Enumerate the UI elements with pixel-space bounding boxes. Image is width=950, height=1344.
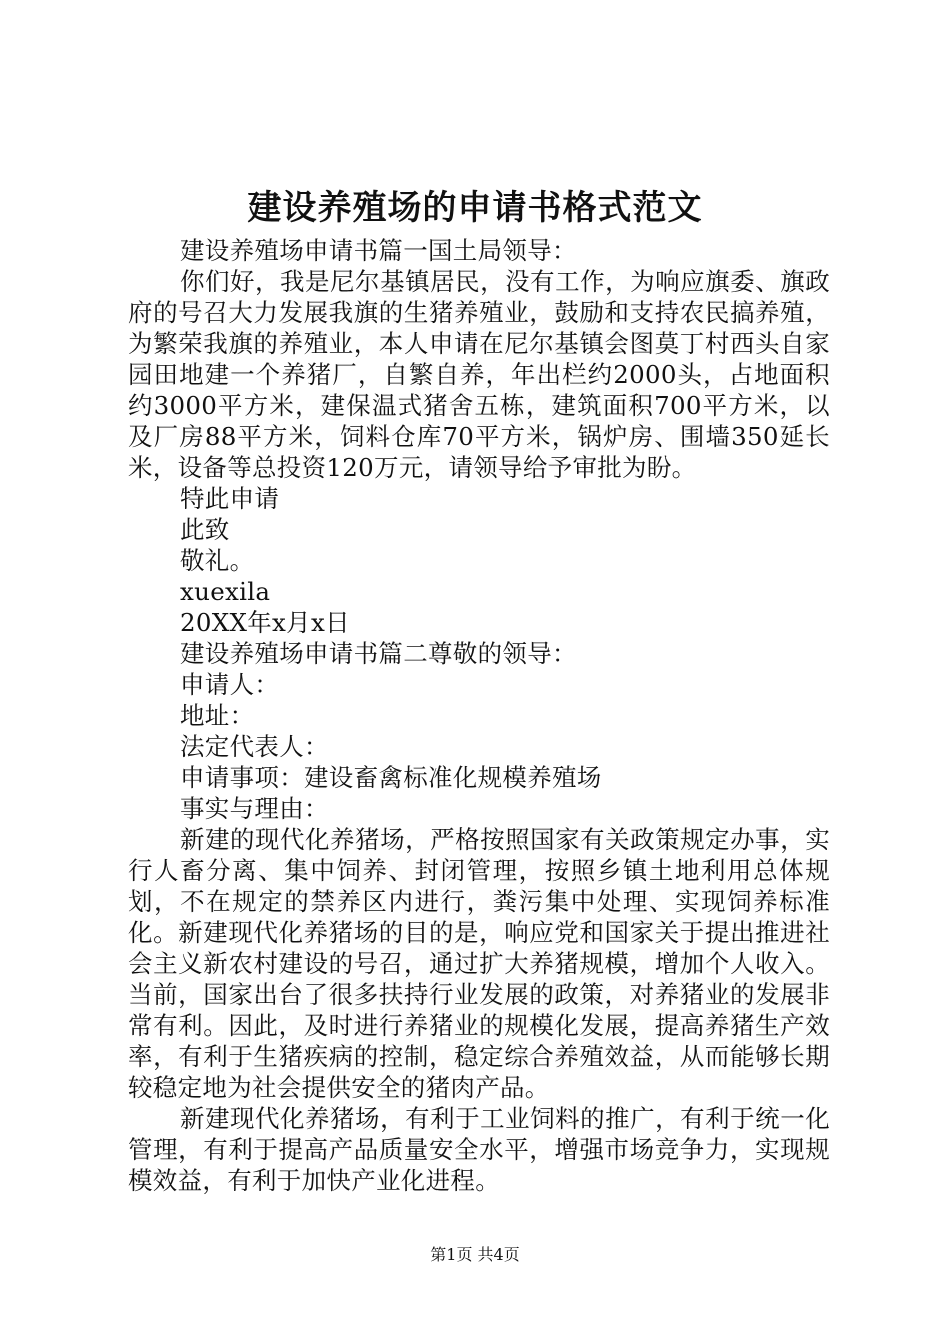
paragraph-address: 地址： [180, 701, 255, 730]
document-body [128, 235, 830, 1196]
paragraph-matter: 申请事项：建设畜禽标准化规模养殖场 [180, 763, 602, 792]
paragraph-applicant: 申请人： [180, 670, 280, 699]
document-title: 建设养殖场的申请书格式范文 [247, 188, 703, 228]
paragraph-legal-rep: 法定代表人： [180, 732, 329, 761]
paragraph-closing-request: 特此申请 [180, 484, 280, 513]
paragraph-heading-2: 建设养殖场申请书篇二尊敬的领导： [180, 639, 577, 668]
paragraph-closing-to: 此致 [180, 515, 230, 544]
paragraph-closing-salute: 敬礼。 [180, 546, 255, 575]
paragraph-heading-1: 建设养殖场申请书篇一国土局领导： [180, 236, 577, 265]
paragraph-reasons-heading: 事实与理由： [180, 794, 329, 823]
paragraph-reasons-2: 新建现代化养猪场，有利于工业饲料的推广，有利于统一化管理，有利于提高产品质量安全水平，增强市场竞争力，实现规模效益，有利于加快产业化进程。 [128, 1104, 830, 1195]
paragraph-application-1: 你们好，我是尼尔基镇居民，没有工作，为响应旗委、旗政府的号召大力发展我旗的生猪养殖业，鼓励和支持农民搞养殖，为繁荣我旗的养殖业，本人申请在尼尔基镇会图莫丁村西头自家园田地建一个养猪厂，自繁自养，年出栏约2000头，占地面积约3000平方米，建保温式猪舍五栋，建筑面积700平方米，以及厂房88平方米，饲料仓库70平方米，锅炉房、围墙350延长米，设备等总投资120万元，请领导给予审批为盼。 [128, 267, 830, 482]
paragraph-date: 20XX年x月x日 [180, 608, 350, 637]
paragraph-signature: xuexila [180, 577, 271, 606]
paragraph-reasons-1: 新建的现代化养猪场，严格按照国家有关政策规定办事，实行人畜分离、集中饲养、封闭管理，按照乡镇土地利用总体规划，不在规定的禁养区内进行，粪污集中处理、实现饲养标准化。新建现代化养猪场的目的是，响应党和国家关于提出推进社会主义新农村建设的号召，通过扩大养猪规模，增加个人收入。当前，国家出台了很多扶持行业发展的政策，对养猪业的发展非常有利。因此，及时进行养猪业的规模化发展，提高养猪生产效率，有利于生猪疾病的控制，稳定综合养殖效益，从而能够长期较稳定地为社会提供安全的猪肉产品。 [128, 825, 830, 1102]
page-footer: 第1页 共4页 [430, 1245, 520, 1264]
